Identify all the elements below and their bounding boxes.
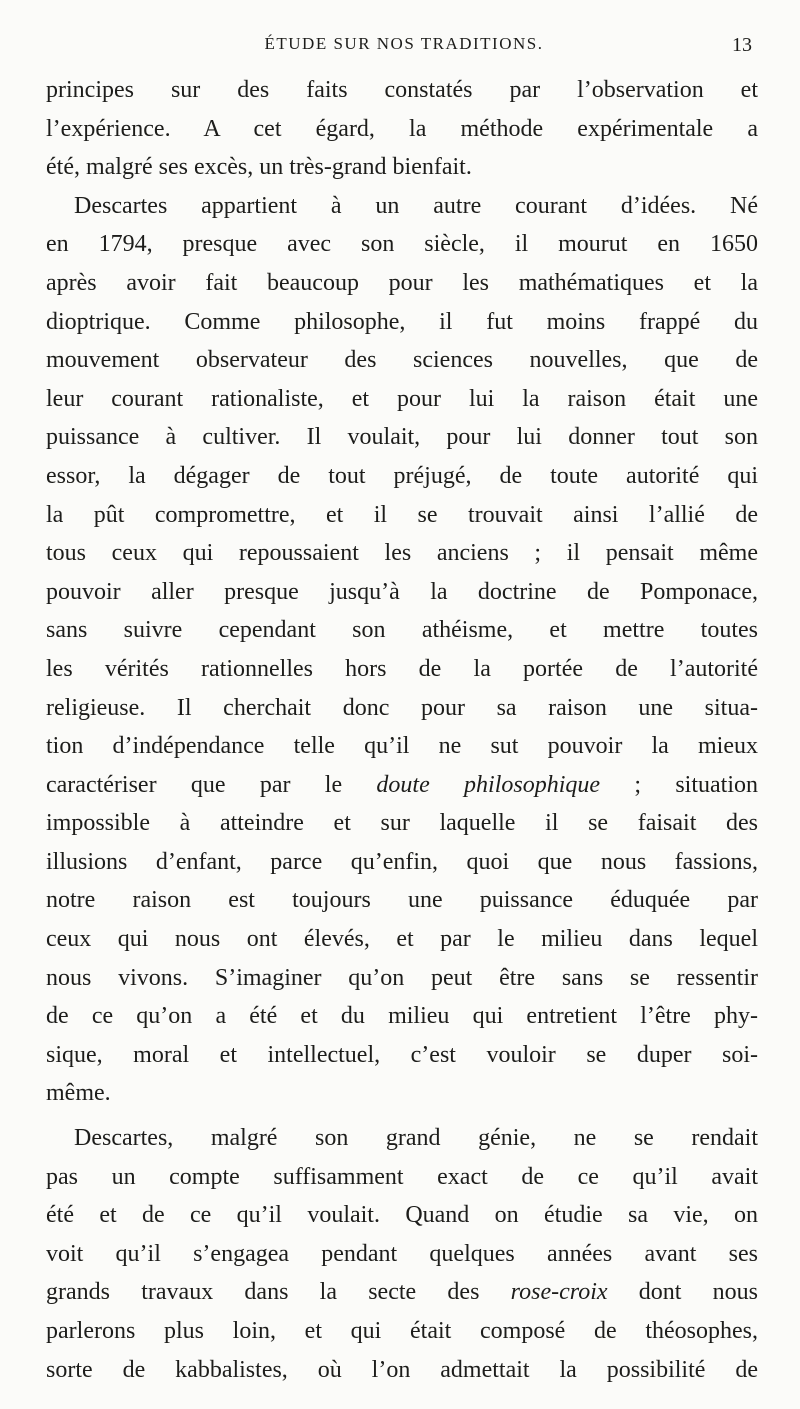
text-line: sorte de kabbalistes, où l’on admettait la possibilité de bbox=[46, 1356, 758, 1383]
text-line: leur courant rationaliste, et pour lui la raison était une bbox=[46, 385, 758, 412]
text-line: dioptrique. Comme philosophe, il fut moins frappé du bbox=[46, 308, 758, 335]
text-line: sans suivre cependant son athéisme, et mettre toutes bbox=[46, 617, 758, 644]
text-line: été et de ce qu’il voulait. Quand on étudie sa vie, on bbox=[46, 1202, 758, 1229]
text-line: les vérités rationnelles hors de la portée de l’autorité bbox=[46, 655, 758, 682]
text-line: illusions d’enfant, parce qu’enfin, quoi que nous fassions, bbox=[46, 848, 758, 875]
text-span: caractériser que par le bbox=[46, 771, 377, 798]
text-line: après avoir fait beaucoup pour les mathématiques et la bbox=[46, 269, 758, 296]
text-line: mouvement observateur des sciences nouvelles, que de bbox=[46, 347, 758, 374]
text-line: voit qu’il s’engagea pendant quelques années avant ses bbox=[46, 1240, 758, 1267]
text-line: religieuse. Il cherchait donc pour sa raison une situa- bbox=[46, 694, 758, 721]
text-line: l’expérience. A cet égard, la méthode expérimentale a bbox=[46, 115, 758, 142]
text-line: essor, la dégager de tout préjugé, de toute autorité qui bbox=[46, 462, 758, 489]
text-line: Descartes appartient à un autre courant d’idées. Né bbox=[74, 192, 758, 219]
text-line: puissance à cultiver. Il voulait, pour lui donner tout son bbox=[46, 424, 758, 451]
text-line: parlerons plus loin, et qui était composé de théosophes, bbox=[46, 1318, 758, 1344]
text-line: Descartes, malgré son grand génie, ne se rendait bbox=[74, 1125, 758, 1152]
running-header bbox=[44, 34, 764, 58]
text-line bbox=[46, 766, 758, 805]
text-line: tous ceux qui repoussaient les anciens ; il pensait même bbox=[46, 540, 758, 567]
text-line bbox=[46, 1273, 758, 1312]
text-line: ceux qui nous ont élevés, et par le milieu dans lequel bbox=[46, 926, 758, 953]
page-number: 13 bbox=[732, 34, 752, 56]
text-line: sique, moral et intellectuel, c’est vouloir se duper soi- bbox=[46, 1041, 758, 1068]
italic-phrase: doute philosophique bbox=[376, 771, 601, 798]
text-line: pas un compte suffisamment exact de ce qu’il avait bbox=[46, 1163, 758, 1190]
text-line: notre raison est toujours une puissance éduquée par bbox=[46, 887, 758, 914]
running-title: ÉTUDE SUR NOS TRADITIONS. bbox=[264, 34, 544, 53]
text-span: grands travaux dans la secte des bbox=[46, 1279, 511, 1306]
text-line: la pût compromettre, et il se trouvait ainsi l’allié de bbox=[46, 501, 758, 528]
text-line: même. bbox=[46, 1080, 111, 1107]
text-line: été, malgré ses excès, un très-grand bienfait. bbox=[46, 154, 472, 181]
text-line: impossible à atteindre et sur laquelle il se faisait des bbox=[46, 810, 758, 837]
body-text bbox=[46, 71, 758, 1389]
text-span: dont nous bbox=[607, 1279, 758, 1306]
text-line: tion d’indépendance telle qu’il ne sut pouvoir la mieux bbox=[46, 733, 758, 760]
text-line: pouvoir aller presque jusqu’à la doctrine de Pomponace, bbox=[46, 578, 758, 605]
text-line: en 1794, presque avec son siècle, il mourut en 1650 bbox=[46, 231, 758, 258]
italic-phrase: rose-croix bbox=[510, 1279, 608, 1306]
text-line: de ce qu’on a été et du milieu qui entretient l’être phy- bbox=[46, 1003, 758, 1030]
text-line: nous vivons. S’imaginer qu’on peut être sans se ressentir bbox=[46, 964, 758, 991]
text-span: ; situation bbox=[600, 771, 758, 798]
text-line: principes sur des faits constatés par l’observation et bbox=[46, 77, 758, 103]
